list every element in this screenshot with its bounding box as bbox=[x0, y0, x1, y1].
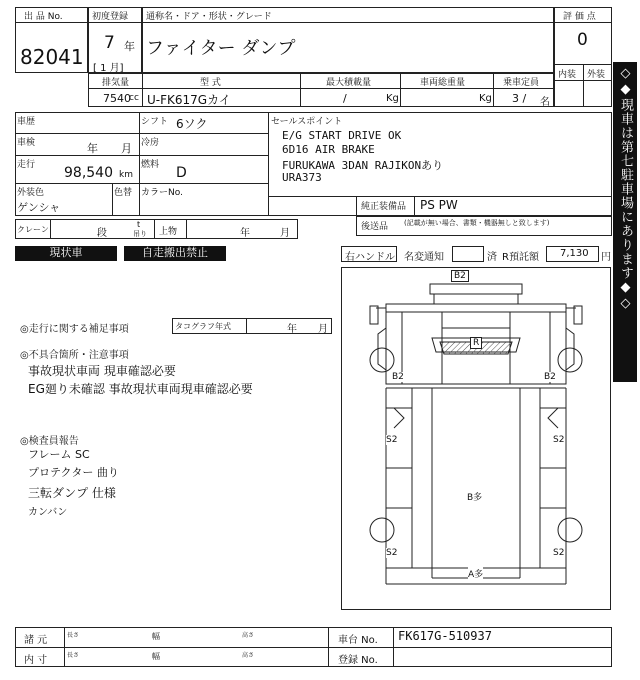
chassis-value: FK617G-510937 bbox=[398, 629, 492, 643]
inspector-heading: ◎検査員報告 bbox=[20, 436, 79, 447]
inspector-line-2: プロテクター 曲り bbox=[28, 466, 119, 479]
km-unit: km bbox=[119, 170, 133, 180]
capacity-unit: 名 bbox=[540, 97, 550, 108]
first-reg-year: 7 bbox=[104, 33, 115, 53]
mileage-value: 98,540 bbox=[64, 165, 113, 181]
yen-unit: 円 bbox=[601, 252, 611, 263]
interior-dim-label: 内 寸 bbox=[24, 655, 48, 666]
gvw-label: 車両総重量 bbox=[420, 78, 466, 88]
reg-label: 登録 No. bbox=[338, 655, 378, 666]
upper-month: 月 bbox=[280, 228, 290, 239]
equipment-label: 純正装備品 bbox=[361, 202, 407, 212]
max-load-label: 最大積載量 bbox=[326, 78, 372, 88]
exterior-score-label: 外装 bbox=[587, 70, 606, 80]
tacho-label: タコグラフ年式 bbox=[175, 322, 231, 331]
color-change-label: 色替 bbox=[114, 188, 133, 198]
current-status-badge: 現状車 bbox=[15, 246, 117, 261]
chassis-label: 車台 No. bbox=[338, 635, 378, 646]
spec-height-label: 高さ bbox=[242, 632, 255, 639]
steering-value: 右ハンドル bbox=[345, 252, 395, 263]
displacement-value: 7540 bbox=[103, 92, 131, 105]
inspection-month: 月 bbox=[121, 142, 132, 155]
sales-point-1: E/G START DRIVE OK bbox=[282, 129, 402, 142]
vehicle-diagram bbox=[341, 267, 611, 610]
mileage-label: 走行 bbox=[17, 160, 36, 170]
lot-label: 出 品 No. bbox=[24, 12, 63, 22]
cooler-label: 冷房 bbox=[141, 138, 160, 148]
spec-width-label: 幅 bbox=[152, 632, 160, 641]
r-deposit-label: R預託額 bbox=[502, 252, 539, 263]
mark-a-many-rear: A多 bbox=[468, 567, 483, 580]
upper-label: 上物 bbox=[159, 227, 178, 237]
ext-color-value: ゲンシャ bbox=[17, 201, 61, 214]
mark-b2-front: B2 bbox=[451, 270, 469, 282]
equipment-value: PS PW bbox=[420, 198, 458, 212]
interior-height-label: 高さ bbox=[242, 652, 255, 659]
spec-label: 諸 元 bbox=[24, 635, 48, 646]
mark-s2-rear-left: S2 bbox=[386, 548, 398, 558]
color-number-label: カラーNo. bbox=[141, 188, 183, 198]
truck-outline bbox=[342, 268, 610, 609]
inspection-label: 車検 bbox=[17, 138, 36, 148]
model-value: U-FK617Gカイ bbox=[147, 93, 231, 107]
mark-b2-front-right: B2 bbox=[544, 372, 556, 382]
crane-ton-unit: t bbox=[137, 220, 141, 229]
lot-number: 82041 bbox=[20, 45, 84, 69]
defect-heading: ◎不具合箇所・注意事項 bbox=[20, 350, 129, 361]
fuel-label: 燃料 bbox=[141, 160, 160, 170]
defect-line-1: 事故現状車両 現車確認必要 bbox=[28, 364, 176, 378]
name-change-box bbox=[452, 246, 484, 262]
score-label: 評 価 点 bbox=[563, 12, 596, 22]
first-reg-month: [ 1 月] bbox=[93, 63, 124, 74]
sales-point-label: セールスポイント bbox=[271, 117, 343, 127]
cc-unit: cc bbox=[129, 93, 139, 103]
max-load-unit: Kg bbox=[386, 93, 399, 104]
displacement-label: 排気量 bbox=[102, 78, 130, 88]
first-reg-label: 初度登録 bbox=[92, 12, 129, 22]
side-banner bbox=[613, 62, 637, 382]
crane-row bbox=[15, 219, 298, 239]
recycle-label: 済 bbox=[487, 252, 497, 263]
mark-b-many-bed: B多 bbox=[467, 490, 482, 503]
sales-point-2: 6D16 AIR BRAKE bbox=[282, 143, 375, 156]
driving-heading: ◎走行に関する補足事項 bbox=[20, 324, 129, 335]
name-change-label: 名変通知 bbox=[404, 252, 444, 263]
name-label: 通称名・ドア・形状・グレード bbox=[146, 12, 272, 22]
sales-point-4: URA373 bbox=[282, 171, 322, 184]
defect-line-2: EG廻り未確認 事故現状車両現車確認必要 bbox=[28, 382, 253, 396]
spec-length-label: 長さ bbox=[67, 632, 80, 639]
retrofit-note: (記載が無い場合、書類・機器無しと致します) bbox=[404, 219, 550, 227]
no-self-drive-badge: 自走搬出禁止 bbox=[124, 246, 226, 261]
r-deposit-value: 7,130 bbox=[560, 248, 589, 259]
capacity-value: 3 / bbox=[512, 92, 527, 105]
capacity-label: 乗車定員 bbox=[503, 78, 540, 88]
history-label: 車歴 bbox=[17, 117, 36, 127]
inspector-line-3: 三転ダンプ 仕様 bbox=[28, 486, 116, 500]
shift-label: シフト bbox=[141, 117, 169, 127]
interior-score-label: 内装 bbox=[558, 70, 577, 80]
interior-width-label: 幅 bbox=[152, 652, 160, 661]
name-value: ファイター ダンプ bbox=[146, 38, 296, 59]
ext-color-label: 外装色 bbox=[17, 188, 45, 198]
inspection-year: 年 bbox=[87, 142, 98, 155]
crane-label: クレーン bbox=[17, 225, 49, 234]
gvw-unit: Kg bbox=[479, 93, 492, 104]
shift-value: 6ソク bbox=[176, 117, 208, 131]
fuel-value: D bbox=[176, 165, 187, 181]
mark-s2-left: S2 bbox=[386, 435, 398, 445]
retrofit-label: 後送品 bbox=[361, 222, 389, 232]
inspector-line-1: フレーム SC bbox=[28, 448, 90, 461]
mark-s2-right: S2 bbox=[553, 435, 565, 445]
crane-stage-unit: 段 bbox=[97, 228, 107, 239]
inspector-line-4: カンバン bbox=[28, 507, 68, 518]
crane-lift-unit: 吊り bbox=[133, 230, 147, 238]
mark-b2-front-left: B2 bbox=[392, 372, 404, 382]
model-label: 型 式 bbox=[200, 78, 221, 88]
upper-year: 年 bbox=[240, 228, 250, 239]
max-load-value: / bbox=[343, 92, 347, 105]
tacho-year: 年 bbox=[287, 324, 297, 335]
mark-r-roof: R bbox=[470, 337, 482, 349]
side-banner-text: ◇◆現車は第七駐車場にあります◆◇ bbox=[618, 66, 633, 312]
first-reg-year-unit: 年 bbox=[124, 40, 135, 53]
sales-point-3: FURUKAWA 3DAN RAJIKONあり bbox=[282, 159, 444, 172]
tacho-month: 月 bbox=[318, 324, 328, 335]
mark-s2-rear-right: S2 bbox=[553, 548, 565, 558]
score-value: 0 bbox=[577, 30, 588, 50]
interior-length-label: 長さ bbox=[67, 652, 80, 659]
